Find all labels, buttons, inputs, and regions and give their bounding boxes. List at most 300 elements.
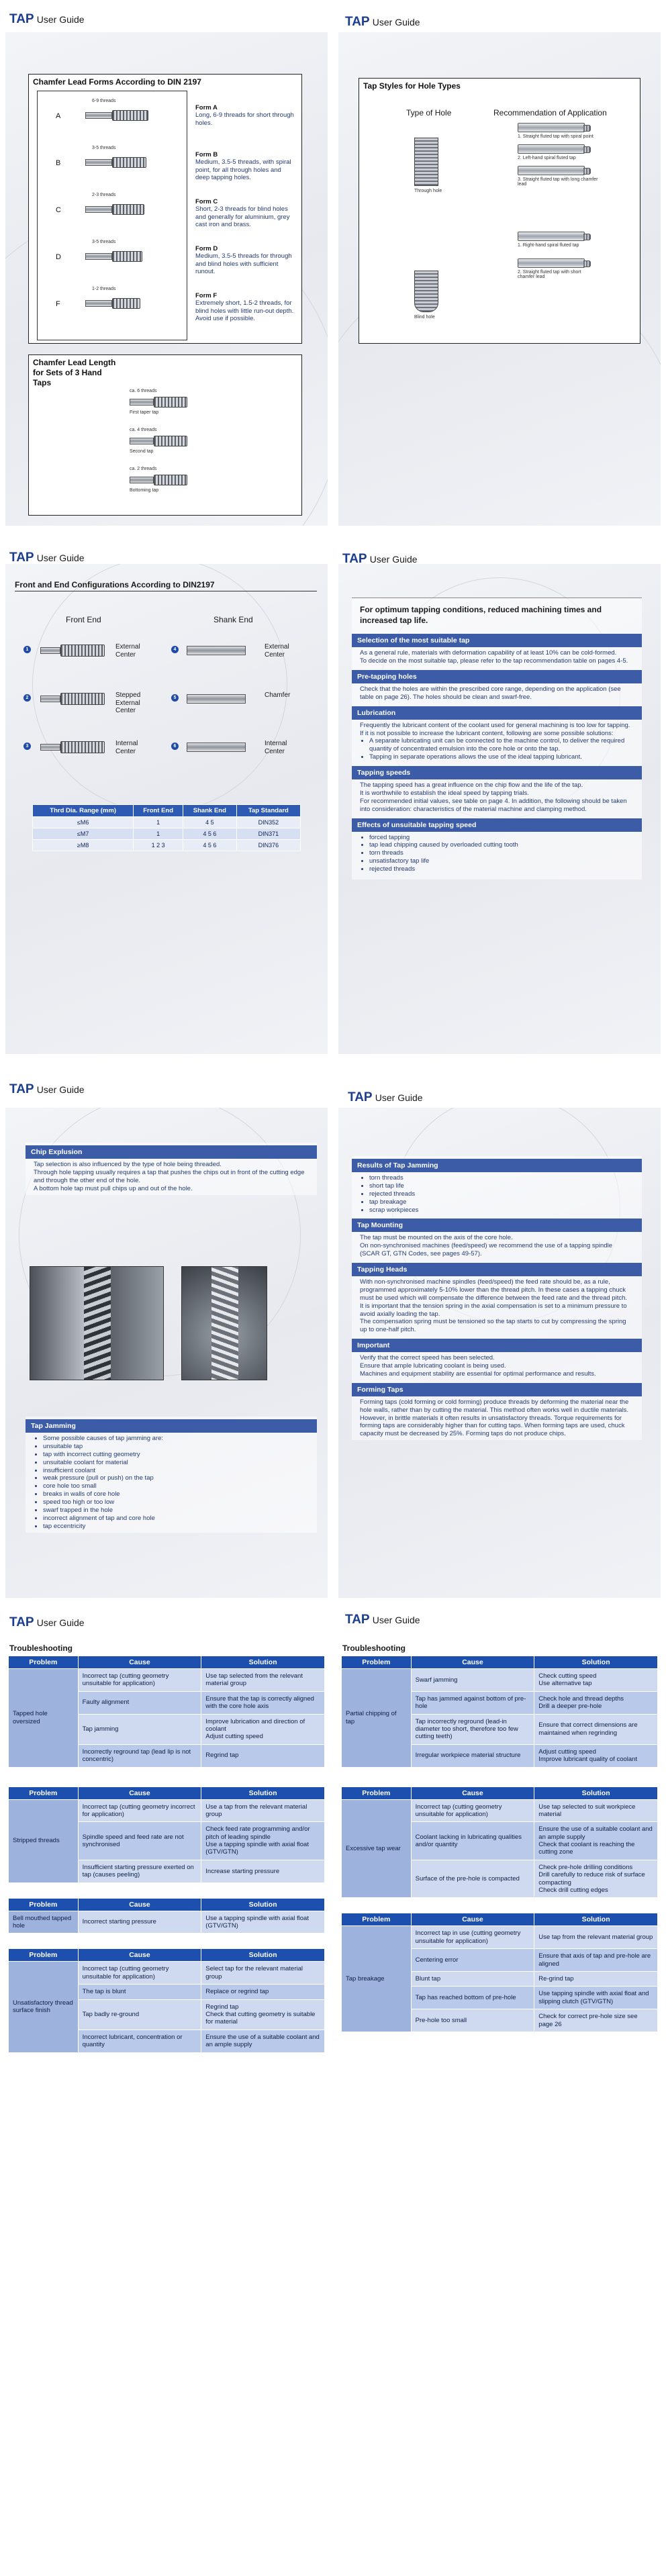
- tap-style-icon: [518, 232, 585, 241]
- solution-cell: Check for correct pre-hole size see page 26: [534, 2009, 658, 2032]
- page-header: [342, 552, 418, 567]
- brand-logo: TAP: [9, 12, 34, 26]
- th-cause: Cause: [78, 1898, 201, 1911]
- tap-shank-icon: [85, 112, 112, 119]
- section-heading: Pre-tapping holes: [352, 670, 642, 683]
- chamfer-form-text: Medium, 3.5-5 threads for through and blind holes with sufficient runout.: [195, 252, 292, 276]
- tap-thread-icon: [112, 204, 144, 215]
- page-tap-styles: [338, 5, 661, 526]
- page-chip-expulsion: [5, 1081, 328, 1598]
- front-end-shank-icon: [40, 696, 60, 702]
- tap-style-label: 2. Left-hand spiral fluted tap: [518, 156, 576, 160]
- config-table-grid: [32, 804, 301, 851]
- solution-cell: Improve lubrication and direction of coolant Adjust cutting speed: [201, 1714, 325, 1744]
- trouble-table-body: [9, 1799, 325, 1882]
- front-end-number: 1: [23, 646, 31, 653]
- trouble-row: [9, 1799, 325, 1822]
- section-bullet: • torn threads: [369, 1174, 634, 1182]
- brand-logo: TAP: [345, 1613, 370, 1627]
- brand-logo: TAP: [9, 1082, 34, 1096]
- hand-tap-note: ca. 6 threads: [130, 389, 157, 393]
- shank-end-heading: Shank End: [213, 615, 253, 624]
- problem-cell: Tap breakage: [342, 1926, 412, 2032]
- trouble-table-grid: [8, 1786, 325, 1883]
- chamfer-form-letter: B: [56, 159, 61, 167]
- section-paragraph: With non-synchronised machine spindles (feed/speed) the feed rate should be, as a rule, programmed approximately 5-10% lower than the thread pitch. In these cases a tapping chuck must be used which will compensate the difference between the feed rate and the thread pitch.: [360, 1278, 628, 1302]
- jam-bullet: • swarf trapped in the hole: [43, 1507, 309, 1515]
- tap-thread-icon: [112, 157, 146, 168]
- trouble-table-body: [9, 1911, 325, 1934]
- chamfer-thread-note: 3-5 threads: [92, 146, 116, 150]
- chamfer-form-letter: A: [56, 112, 61, 120]
- hand-tap-thread-icon: [154, 475, 187, 485]
- trouble-table-body: [9, 1669, 325, 1768]
- trouble-table: [8, 1786, 325, 1883]
- section-bullet: • rejected threads: [369, 865, 634, 873]
- th-cause: Cause: [78, 1949, 201, 1962]
- front-end-thread-icon: [60, 693, 105, 705]
- section-bullet: • forced tapping: [369, 834, 634, 842]
- section-paragraph: Frequently the lubricant content of the coolant used for general machining is too low for tapping.: [360, 721, 630, 729]
- tap-thread-icon: [112, 251, 142, 262]
- hand-tap-sets-title: Chamfer Lead Length for Sets of 3 Hand Taps: [33, 358, 116, 387]
- brand-logo: TAP: [348, 1090, 373, 1104]
- chip-paragraph: A bottom hole tap must pull chips up and out of the hole.: [34, 1184, 193, 1192]
- section-bullet: • Tapping in separate operations allows the use of the ideal tapping lubricant.: [369, 753, 634, 761]
- cause-cell: Swarf jamming: [411, 1669, 534, 1692]
- th-range: Thrd Dia. Range (mm): [33, 805, 134, 817]
- trouble-header-row: [342, 1786, 658, 1799]
- section-body: [352, 1352, 642, 1380]
- blind-hole-icon: [414, 271, 438, 312]
- th-problem: Problem: [9, 1656, 79, 1669]
- jam-bullet: • breaks in walls of core hole: [43, 1490, 309, 1498]
- cause-cell: Irregular workpiece material structure: [411, 1744, 534, 1767]
- chamfer-form-text: Short, 2-3 threads for blind holes and generally for aluminium, grey cast iron and brass.: [195, 205, 290, 229]
- section-paragraph: The tapping speed has a great influence on the chip flow and the life of the tap.: [360, 781, 583, 790]
- cause-cell: Incorrect tap (cutting geometry unsuitable for application): [78, 1669, 201, 1692]
- cause-cell: Incorrect tap (cutting geometry unsuitable for application): [78, 1962, 201, 1985]
- section-bullets: [360, 834, 634, 873]
- cause-cell: Centering error: [411, 1949, 534, 1972]
- solution-cell: Ensure that axis of tap and pre-hole are aligned: [534, 1949, 658, 1972]
- section-bullet: • torn threads: [369, 849, 634, 857]
- chamfer-thread-note: 6-9 threads: [92, 99, 116, 103]
- solution-cell: Use tapping spindle with axial float and slipping clutch (GTV/GTN): [534, 1987, 658, 2009]
- solution-cell: Check hole and thread depths Drill a deeper pre-hole: [534, 1691, 658, 1714]
- section-heading: Tapping Heads: [352, 1263, 642, 1276]
- solution-cell: Adjust cutting speed Improve lubricant quality of coolant: [534, 1744, 658, 1767]
- th-solution: Solution: [534, 1786, 658, 1799]
- trouble-table: [8, 1898, 325, 1934]
- page-header: [9, 1615, 85, 1630]
- solution-cell: Ensure that the tap is correctly aligned with the core hole axis: [201, 1691, 325, 1714]
- section-heading: Forming Taps: [352, 1383, 642, 1396]
- header-subtitle: User Guide: [36, 1084, 85, 1095]
- front-end-thread-icon: [60, 741, 105, 753]
- cause-cell: Incorrectly reground tap (lead lip is not concentric): [78, 1744, 201, 1767]
- section-paragraph: To decide on the most suitable tap, please refer to the tap recommendation table on pages 4-5.: [360, 657, 628, 665]
- jam-list: [26, 1433, 317, 1533]
- trouble-row: [342, 1926, 658, 1949]
- th-solution: Solution: [201, 1786, 325, 1799]
- jam-bullet: • Some possible causes of tap jamming are:: [43, 1435, 309, 1443]
- tap-shank-icon: [85, 300, 112, 307]
- shank-end-number: 5: [171, 694, 179, 702]
- cause-cell: Faulty alignment: [78, 1691, 201, 1714]
- th-problem: Problem: [9, 1949, 79, 1962]
- hand-tap-label: First taper tap: [130, 410, 159, 415]
- jam-bullet: • incorrect alignment of tap and core hole: [43, 1515, 309, 1523]
- cause-cell: Spindle speed and feed rate are not synchronised: [78, 1822, 201, 1860]
- cause-cell: Insufficient starting pressure exerted on tap (causes peeling): [78, 1860, 201, 1882]
- header-subtitle: User Guide: [36, 1617, 85, 1628]
- config-table-row: [33, 840, 301, 851]
- page-chamfer-lead: [5, 5, 328, 526]
- front-end-shank-icon: [40, 744, 60, 751]
- shank-end-label: Internal Center: [265, 740, 287, 755]
- th-solution: Solution: [534, 1656, 658, 1669]
- shank-end-icon: [187, 694, 246, 704]
- shank-end-label: External Center: [265, 643, 289, 659]
- section-heading: Results of Tap Jamming: [352, 1159, 642, 1172]
- th-solution: Solution: [201, 1898, 325, 1911]
- cause-cell: Pre-hole too small: [411, 2009, 534, 2032]
- th-cause: Cause: [78, 1786, 201, 1799]
- chamfer-form-name: Form A: [195, 104, 218, 111]
- conditions-panel: [352, 598, 642, 879]
- solution-cell: Ensure the use of a suitable coolant and an ample supply: [201, 2030, 325, 2052]
- chip-paragraph: Tap selection is also influenced by the type of hole being threaded.: [34, 1161, 222, 1168]
- trouble-row: [342, 1799, 658, 1822]
- trouble-table: [341, 1656, 658, 1768]
- section-bullet: • short tap life: [369, 1182, 634, 1190]
- blind-hole-photo: [181, 1266, 267, 1380]
- th-problem: Problem: [9, 1786, 79, 1799]
- solution-cell: Use tap selected to suit workpiece material: [534, 1799, 658, 1822]
- col-recommendation: Recommendation of Application: [493, 108, 607, 117]
- section-body: [352, 779, 642, 816]
- solution-cell: Increase starting pressure: [201, 1860, 325, 1882]
- trouble-table: [341, 1913, 658, 2032]
- trouble-header-row: [342, 1656, 658, 1669]
- section-body: [352, 683, 642, 704]
- section-paragraph: It is worthwhile to establish the ideal speed by tapping trials.: [360, 789, 529, 797]
- shank-end-icon: [187, 646, 246, 655]
- front-end-thread-icon: [60, 645, 105, 657]
- chamfer-form-letter: D: [56, 253, 61, 261]
- troubleshooting-tables: [8, 1656, 325, 2068]
- front-end-shank-icon: [40, 647, 60, 654]
- solution-cell: Ensure the use of a suitable coolant and an ample supply Check that coolant is reaching the cutting zone: [534, 1822, 658, 1860]
- chamfer-form-name: Form D: [195, 245, 218, 252]
- front-end-label: Stepped External Center: [115, 691, 141, 714]
- chamfer-form-letter: F: [56, 300, 60, 308]
- cause-cell: The tap is blunt: [78, 1985, 201, 1999]
- header-subtitle: User Guide: [369, 554, 418, 565]
- trouble-table-grid: [341, 1913, 658, 2032]
- trouble-table: [8, 1948, 325, 2052]
- section-body: [352, 1396, 642, 1440]
- section-bullet: • tap breakage: [369, 1198, 634, 1206]
- hand-tap-thread-icon: [154, 436, 187, 446]
- trouble-header-row: [9, 1656, 325, 1669]
- th-solution: Solution: [201, 1656, 325, 1669]
- solution-cell: Use tap selected from the relevant material group: [201, 1669, 325, 1692]
- section-body: [352, 720, 642, 763]
- section-paragraph: If it is not possible to increase the lubricant content, following are some possible solutions:: [360, 729, 614, 737]
- solution-cell: Ensure that correct dimensions are maintained when regrinding: [534, 1714, 658, 1744]
- hole-label-through: Through hole: [414, 189, 442, 193]
- th-cause: Cause: [411, 1786, 534, 1799]
- cause-cell: Incorrect tap (cutting geometry unsuitable for application): [411, 1799, 534, 1822]
- hand-tap-note: ca. 2 threads: [130, 467, 157, 471]
- th-front: Front End: [134, 805, 183, 817]
- cause-cell: Tap has jammed against bottom of pre-hole: [411, 1691, 534, 1714]
- section-paragraph: As a general rule, materials with deformation capability of at least 10% can be cold-formed.: [360, 649, 617, 657]
- header-subtitle: User Guide: [375, 1092, 423, 1103]
- front-end-heading: Front End: [66, 615, 101, 624]
- section-paragraph: It is important that the tension spring in the axial compensation is set to a minimum pressure to avoid axially loading the tap.: [360, 1302, 627, 1318]
- header-subtitle: User Guide: [372, 17, 420, 28]
- section-heading: Selection of the most suitable tap: [352, 634, 642, 647]
- trouble-table-grid: [341, 1656, 658, 1768]
- jam-bullet: • unsuitable tap: [43, 1443, 309, 1451]
- tap-style-label: 1. Right-hand spiral fluted tap: [518, 243, 579, 248]
- trouble-row: [9, 1669, 325, 1692]
- jam-bullet: • tap eccentricity: [43, 1523, 309, 1531]
- tap-flute-graphic: [84, 1267, 111, 1380]
- jam-bullet: • core hole too small: [43, 1482, 309, 1490]
- tap-style-icon: [518, 144, 585, 154]
- section-bullet: • scrap workpieces: [369, 1206, 634, 1214]
- shank-end-label: Chamfer: [265, 691, 291, 699]
- chamfer-thread-note: 2-3 threads: [92, 193, 116, 197]
- section-paragraph: Machines and equipment stability are essential for optimal performance and results.: [360, 1370, 596, 1378]
- config-table-body: [33, 817, 301, 851]
- front-end-number: 3: [23, 743, 31, 750]
- shank-end-number: 6: [171, 743, 179, 750]
- trouble-header-row: [9, 1898, 325, 1911]
- trouble-table: [341, 1786, 658, 1899]
- solution-cell: Select tap for the relevant material group: [201, 1962, 325, 1985]
- config-cell-range: ≤M7: [33, 828, 134, 840]
- trouble-header-row: [9, 1949, 325, 1962]
- trouble-header-row: [9, 1786, 325, 1799]
- section-heading: Effects of unsuitable tapping speed: [352, 818, 642, 832]
- config-cell-front: 1 2 3: [134, 840, 183, 851]
- section-paragraph: Verify that the correct speed has been selected.: [360, 1354, 495, 1362]
- section-body: [352, 832, 642, 875]
- section-bullet: • tap lead chipping caused by overloaded cutting tooth: [369, 841, 634, 849]
- tap-style-icon: [518, 123, 585, 132]
- section-bullet: • unsatisfactory tap life: [369, 857, 634, 865]
- page-tapping-conditions: [338, 537, 661, 1054]
- chamfer-form-letter: C: [56, 206, 61, 214]
- th-cause: Cause: [411, 1913, 534, 1926]
- cause-cell: Incorrect starting pressure: [78, 1911, 201, 1934]
- chip-text: [26, 1159, 317, 1195]
- trouble-row: [342, 1669, 658, 1692]
- cause-cell: Tap incorrectly reground (lead-in diameter too short, therefore too few cutting teeth): [411, 1714, 534, 1744]
- trouble-table: [8, 1656, 325, 1768]
- tap-shank-icon: [85, 206, 112, 213]
- solution-cell: Use tap from the relevant material group: [534, 1926, 658, 1949]
- section-body: [352, 1172, 642, 1216]
- trouble-table-body: [342, 1669, 658, 1768]
- chamfer-forms-title: Chamfer Lead Forms According to DIN 2197: [33, 77, 201, 87]
- tap-styles-title: Tap Styles for Hole Types: [363, 81, 461, 91]
- problem-cell: Bell mouthed tapped hole: [9, 1911, 79, 1934]
- cause-cell: Incorrect tap in use (cutting geometry unsuitable for application): [411, 1926, 534, 1949]
- section-body: [352, 1232, 642, 1260]
- hand-tap-shank-icon: [130, 477, 154, 483]
- jam-bullet: • tap with incorrect cutting geometry: [43, 1451, 309, 1459]
- section-paragraph: The compensation spring must be tensioned so the tap starts to cut by compressing the spring up to one-half pitch.: [360, 1318, 626, 1334]
- th-cause: Cause: [411, 1656, 534, 1669]
- cause-cell: Coolant lacking in lubricating qualities and/or quantity: [411, 1822, 534, 1860]
- section-bullet: • A separate lubricating unit can be connected to the machine control, to deliver the required quantity of concentrated emulsion into the core hole or onto the tap.: [369, 737, 634, 753]
- chamfer-form-name: Form C: [195, 198, 218, 205]
- chamfer-form-desc: [195, 198, 296, 229]
- solution-cell: Check pre-hole drilling conditions Drill carefully to reduce risk of surface compacting Check drill cutting edges: [534, 1860, 658, 1898]
- header-subtitle: User Guide: [36, 14, 85, 25]
- chamfer-thread-note: 1-2 threads: [92, 287, 116, 291]
- chamfer-form-desc: [195, 104, 296, 127]
- section-body: [352, 647, 642, 667]
- header-subtitle: User Guide: [372, 1615, 420, 1625]
- troubleshooting-tables: [341, 1656, 658, 2047]
- config-table: [32, 804, 301, 851]
- section-paragraph: For recommended initial values, see table on page 4. In addition, the following should be taken into consideration: characteristics of the material machine and clamping method.: [360, 797, 627, 813]
- config-cell-std: DIN376: [236, 840, 300, 851]
- page-header: [9, 1082, 85, 1097]
- th-shank: Shank End: [183, 805, 236, 817]
- solution-cell: Use a tapping spindle with axial float (GTV/GTN): [201, 1911, 325, 1934]
- chip-panel: [26, 1143, 317, 1195]
- jam-panel: [26, 1417, 317, 1533]
- solution-cell: Replace or regrind tap: [201, 1985, 325, 1999]
- tap-styles-box: [359, 78, 640, 344]
- tap-shank-icon: [85, 253, 112, 260]
- col-type-of-hole: Type of Hole: [406, 108, 452, 117]
- chamfer-form-text: Extremely short, 1.5-2 threads, for blind holes with little run-out depth. Avoid use if possible.: [195, 299, 294, 323]
- page-header: [345, 1613, 420, 1627]
- shank-end-number: 4: [171, 646, 179, 653]
- config-cell-front: 1: [134, 817, 183, 828]
- config-cell-shank: 4 5 6: [183, 828, 236, 840]
- tap-style-icon: [518, 258, 585, 268]
- solution-cell: Check cutting speed Use alternative tap: [534, 1669, 658, 1692]
- through-hole-photo: [30, 1266, 164, 1380]
- problem-cell: Tapped hole oversized: [9, 1669, 79, 1768]
- page-header: [9, 12, 85, 27]
- page-troubleshooting-2: [338, 1611, 661, 2162]
- decor-curve: [32, 557, 287, 812]
- jam-bullet: • insufficient coolant: [43, 1467, 309, 1475]
- tap-style-label: 3. Straight fluted tap with long chamfer lead: [518, 177, 598, 187]
- problem-cell: Unsatisfactory thread surface finish: [9, 1962, 79, 2052]
- conditions-intro: For optimum tapping conditions, reduced machining times and increased tap life.: [360, 605, 602, 625]
- section-paragraph: Ensure that ample lubricating coolant is being used.: [360, 1362, 506, 1370]
- section-paragraph: Check that the holes are within the prescribed core range, depending on the application (see table on page 26). The holes should be clean and swarf-free.: [360, 685, 621, 701]
- tap-style-label: 2. Straight fluted tap with short chamfer lead: [518, 270, 581, 279]
- chamfer-form-desc: [195, 292, 296, 323]
- config-cell-front: 1: [134, 828, 183, 840]
- trouble-table-grid: [341, 1786, 658, 1899]
- header-subtitle: User Guide: [36, 553, 85, 563]
- page-tap-jamming-results: [338, 1081, 661, 1598]
- brand-logo: TAP: [9, 1615, 34, 1629]
- th-solution: Solution: [534, 1913, 658, 1926]
- page-front-end-config: [5, 537, 328, 1054]
- shank-end-icon: [187, 743, 246, 752]
- conditions-sections: [352, 634, 642, 875]
- solution-cell: Regrind tap: [201, 1744, 325, 1767]
- cause-cell: Surface of the pre-hole is compacted: [411, 1860, 534, 1898]
- section-paragraph: On non-synchronised machines (feed/speed) we recommend the use of a tapping spindle (SCAR GT, GTN Codes, see pages 49-57).: [360, 1242, 612, 1258]
- section-heading: Tapping speeds: [352, 766, 642, 779]
- solution-cell: Check feed rate programming and/or pitch of leading spindle Use a tapping spindle with axial float (GTV/GTN): [201, 1822, 325, 1860]
- th-problem: Problem: [342, 1656, 412, 1669]
- troubleshooting-title: Troubleshooting: [342, 1643, 406, 1653]
- tap-shank-icon: [85, 159, 112, 166]
- hole-label-blind: Blind hole: [414, 315, 435, 320]
- th-problem: Problem: [342, 1786, 412, 1799]
- config-table-row: [33, 828, 301, 840]
- chamfer-form-text: Long, 6-9 threads for short through holes.: [195, 111, 294, 127]
- hand-tap-sets-box: [28, 354, 302, 516]
- hand-tap-note: ca. 4 threads: [130, 428, 157, 432]
- cause-cell: Tap has reached bottom of pre-hole: [411, 1987, 534, 2009]
- cause-cell: Incorrect tap (cutting geometry incorrect for application): [78, 1799, 201, 1822]
- chamfer-form-text: Medium, 3.5-5 threads, with spiral point, for all through holes and deep tapping holes.: [195, 158, 291, 182]
- solution-cell: Use a tap from the relevant material group: [201, 1799, 325, 1822]
- problem-cell: Excessive tap wear: [342, 1799, 412, 1898]
- page-header: [9, 551, 85, 565]
- section-heading: Lubrication: [352, 706, 642, 720]
- brand-logo: TAP: [342, 552, 367, 566]
- page-header: [345, 15, 420, 30]
- chamfer-form-desc: [195, 151, 296, 182]
- section-bullets: [360, 737, 634, 761]
- section-body: [352, 1276, 642, 1336]
- jam-bullet: • speed too high or too low: [43, 1498, 309, 1507]
- trouble-row: [9, 1962, 325, 1985]
- section-paragraph: The tap must be mounted on the axis of the core hole.: [360, 1234, 513, 1242]
- hand-tap-label: Second tap: [130, 449, 154, 454]
- chamfer-form-desc: [195, 245, 296, 276]
- chamfer-thread-note: 3-5 threads: [92, 240, 116, 244]
- tap-style-icon: [518, 166, 585, 175]
- th-problem: Problem: [9, 1898, 79, 1911]
- trouble-table-body: [9, 1962, 325, 2052]
- problem-cell: Stripped threads: [9, 1799, 79, 1882]
- th-problem: Problem: [342, 1913, 412, 1926]
- config-cell-range: ≤M6: [33, 817, 134, 828]
- section-paragraph: Forming taps (cold forming or cold forming) produce threads by deforming the material near the hole walls, rather than by cutting the material. This method often works well in ductile materials. However, in brittle materials it often results in unsatisfactory threads. Torque requirements for forming taps are considerably higher than for cutting taps. When forming taps are used, chuck capacity must be decreased by 25%. Forming taps do not produce chips.: [360, 1398, 629, 1438]
- config-cell-range: ≥M8: [33, 840, 134, 851]
- chamfer-forms-box: [28, 74, 302, 344]
- hand-tap-label: Bottoming tap: [130, 488, 159, 493]
- trouble-table-body: [342, 1799, 658, 1898]
- trouble-row: [9, 1911, 325, 1934]
- chip-heading: Chip Explusion: [26, 1145, 317, 1159]
- hand-tap-shank-icon: [130, 399, 154, 406]
- cause-cell: Tap jamming: [78, 1714, 201, 1744]
- trouble-table-grid: [8, 1948, 325, 2052]
- tap-spiral-graphic: [211, 1267, 238, 1380]
